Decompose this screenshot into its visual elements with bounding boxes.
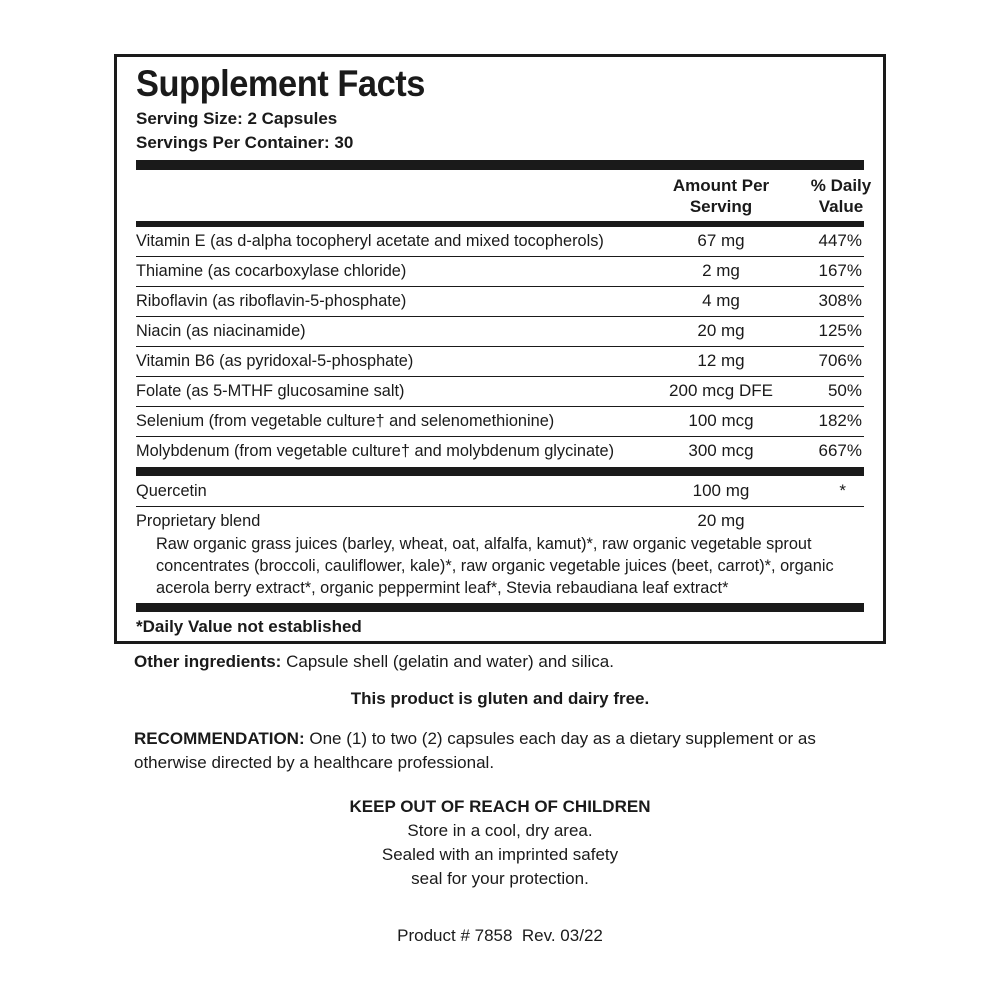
nutrient-name: Riboflavin (as riboflavin-5-phosphate) (136, 291, 407, 310)
other-ingredients-text: Capsule shell (gelatin and water) and silica. (281, 652, 614, 671)
nutrient-name: Folate (as 5-MTHF glucosamine salt) (136, 381, 405, 400)
nutrient-amount: 12 mg (697, 351, 745, 370)
warning-line1: Store in a cool, dry area. (407, 821, 593, 840)
nutrient-amount: 200 mcg DFE (669, 381, 773, 400)
recommendation-label: RECOMMENDATION: (134, 729, 305, 748)
nutrient-daily-value: 667% (818, 441, 862, 460)
warning-block (0, 795, 1000, 891)
warning-title: KEEP OUT OF REACH OF CHILDREN (349, 797, 651, 816)
gluten-dairy-note: This product is gluten and dairy free. (350, 689, 650, 708)
blend-description: Raw organic grass juices (barley, wheat, oat, alfalfa, kamut)*, raw organic vegetable sprout concentrates (broccoli, cauliflower, kale)*, raw organic vegetable juices (beet, carrot)*, organic acerola berry extract*, organic peppermint leaf*, Stevia rebaudiana leaf extract* (156, 534, 834, 597)
recommendation (134, 727, 816, 775)
thick-divider (136, 160, 864, 170)
nutrient-amount: 300 mcg (688, 441, 754, 460)
nutrient-name: Vitamin E (as d-alpha tocopheryl acetate and mixed tocopherols) (136, 231, 604, 250)
supplement-facts-panel (114, 54, 886, 644)
other-ingredients (134, 650, 614, 674)
nutrient-daily-value: 308% (818, 291, 862, 310)
nutrient-row-riboflavin (136, 287, 864, 317)
nutrient-daily-value: 50% (827, 381, 862, 400)
nutrient-amount: 4 mg (702, 291, 740, 310)
nutrient-daily-value: 706% (818, 351, 862, 370)
nutrient-amount: 67 mg (697, 231, 745, 250)
recommendation-line1: One (1) to two (2) capsules each day as a dietary supplement or as (304, 729, 816, 748)
nutrient-daily-value: 125% (818, 321, 862, 340)
nutrient-name: Thiamine (as cocarboxylase chloride) (136, 261, 407, 280)
nutrient-row-folate (136, 377, 864, 407)
nutrient-daily-value: 182% (818, 411, 862, 430)
product-number: Product # 7858 Rev. 03/22 (397, 926, 603, 945)
nutrient-daily-value: 447% (818, 231, 862, 250)
nutrient-name: Niacin (as niacinamide) (136, 321, 306, 340)
serving-size: Serving Size: 2 Capsules (136, 109, 338, 128)
nutrient-daily-value: 167% (818, 261, 862, 280)
amount-header: Amount Per Serving (672, 176, 770, 216)
bottom-divider (136, 603, 864, 612)
nutrient-amount: 20 mg (697, 321, 745, 340)
nutrient-row-molybdenum (136, 437, 864, 467)
recommendation-line2: otherwise directed by a healthcare professional. (134, 753, 495, 772)
other-ingredients-label: Other ingredients: (134, 652, 282, 671)
nutrient-name: Molybdenum (from vegetable culture† and molybdenum glycinate) (136, 441, 615, 460)
nutrient-row-selenium (136, 407, 864, 437)
nutrient-name: Proprietary blend (136, 511, 261, 530)
daily-value-footnote: *Daily Value not established (136, 617, 362, 636)
nutrient-amount: 20 mg (697, 511, 745, 530)
nutrient-row-vitamin-b6 (136, 347, 864, 377)
nutrient-row-vitamin-e (136, 227, 864, 257)
nutrient-name: Quercetin (136, 481, 207, 500)
nutrient-amount: 2 mg (702, 261, 740, 280)
daily-value-header: % Daily Value (810, 176, 872, 216)
warning-line3: seal for your protection. (411, 869, 589, 888)
nutrient-daily-value: * (839, 481, 846, 500)
warning-line2: Sealed with an imprinted safety (381, 845, 619, 864)
panel-title: Supplement Facts (136, 63, 425, 104)
nutrient-name: Vitamin B6 (as pyridoxal-5-phosphate) (136, 351, 414, 370)
nutrient-name: Selenium (from vegetable culture† and selenomethionine) (136, 411, 555, 430)
nutrient-amount: 100 mg (692, 481, 750, 500)
section-divider (136, 467, 864, 476)
nutrient-row-quercetin (136, 477, 864, 507)
servings-per-container: Servings Per Container: 30 (136, 133, 354, 152)
nutrient-row-niacin (136, 317, 864, 347)
nutrient-row-thiamine (136, 257, 864, 287)
nutrient-amount: 100 mcg (688, 411, 754, 430)
